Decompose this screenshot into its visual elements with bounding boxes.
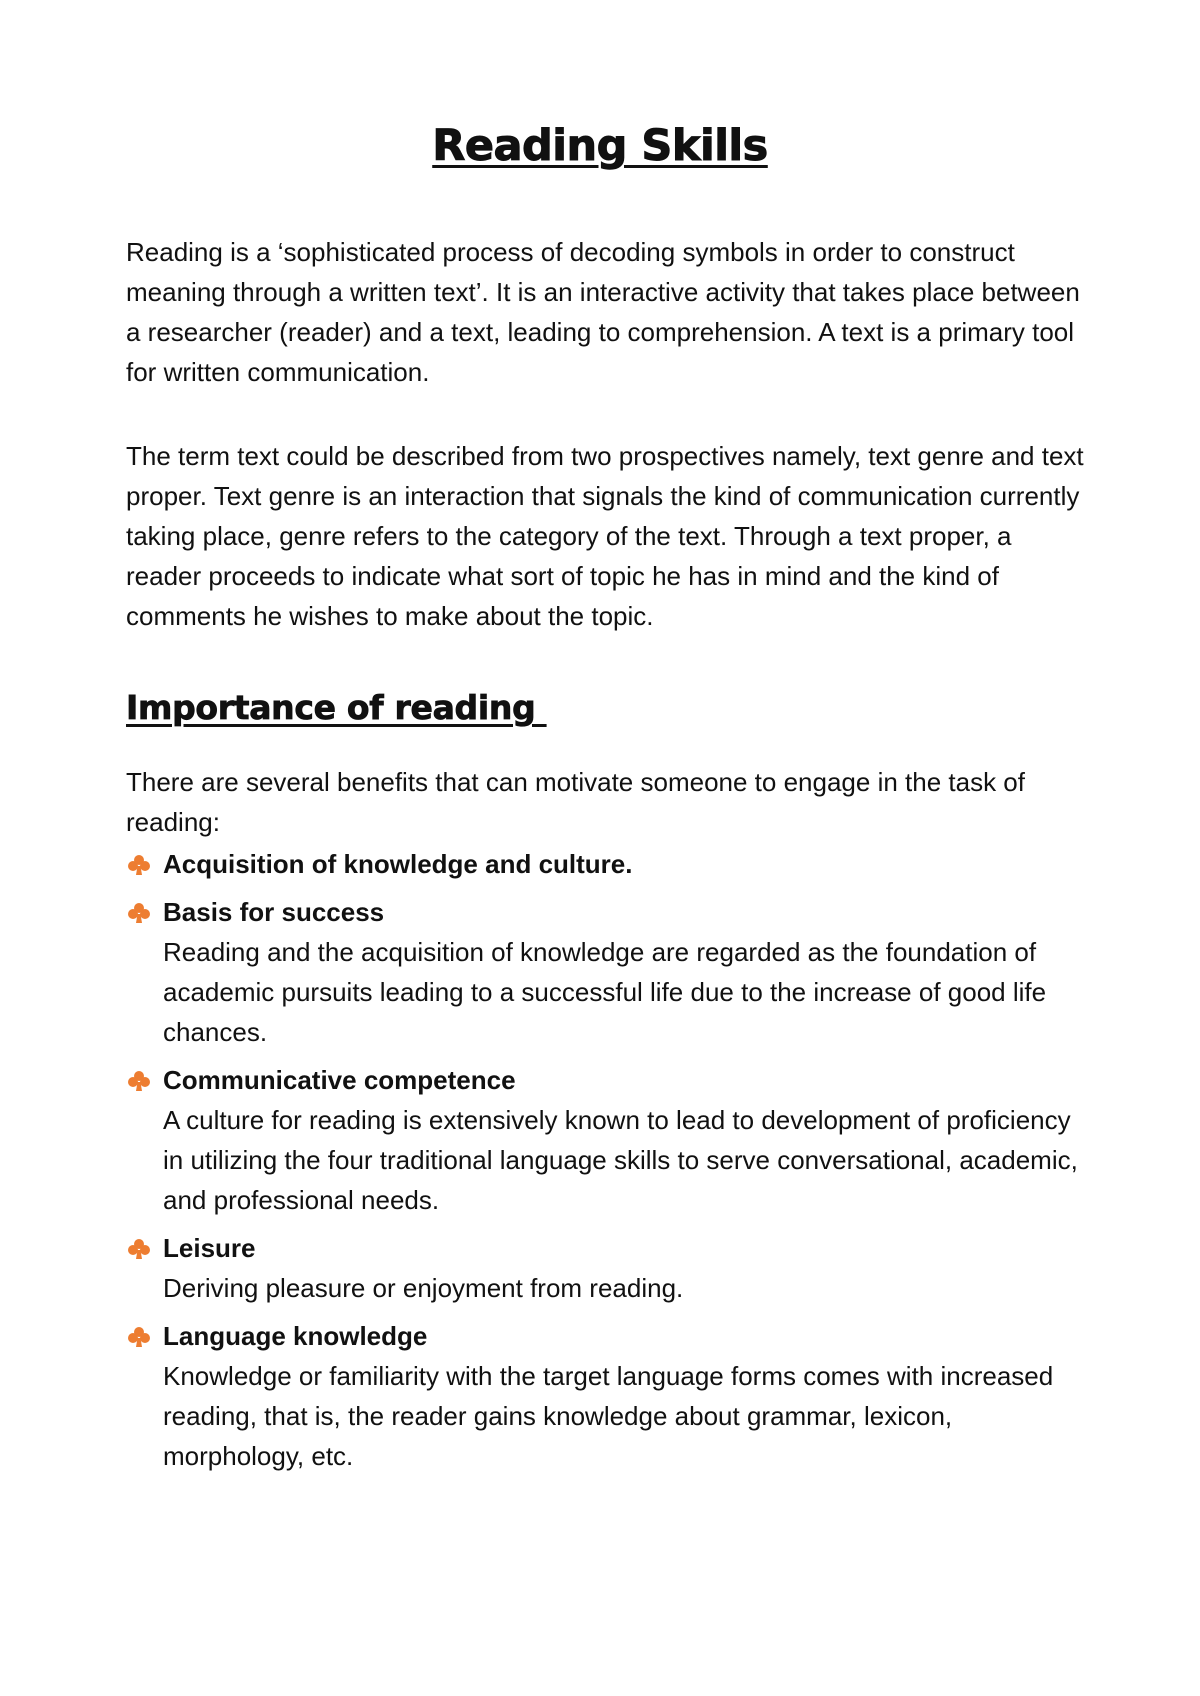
club-icon (127, 1326, 151, 1348)
text-definition-paragraph: The term text could be described from two prospectives namely, text genre and text proper. Text genre is an interaction that signals the kind of communication currently taking place, genre refers to the category of the text. Through a text proper, a reader proceeds to indicate what sort of topic he has in mind and the kind of comments he wishes to make about the topic. (126, 441, 1084, 631)
list-item-description: Knowledge or familiarity with the target language forms comes with increased reading, that is, the reader gains knowledge about grammar, lexicon, morphology, etc. (163, 1361, 1054, 1471)
list-item (126, 892, 1086, 1052)
list-item (126, 1316, 1086, 1476)
section-intro: There are several benefits that can motivate someone to engage in the task of reading: (126, 767, 1025, 837)
club-icon (127, 1238, 151, 1260)
list-item-title: Acquisition of knowledge and culture. (163, 849, 633, 879)
list-item-title: Language knowledge (163, 1321, 428, 1351)
list-item (126, 844, 1086, 884)
list-item (126, 1060, 1086, 1220)
benefits-list (126, 844, 1086, 1484)
list-item-description: Reading and the acquisition of knowledge are regarded as the foundation of academic pursuits leading to a successful life due to the increase of good life chances. (163, 937, 1047, 1047)
club-icon (127, 1070, 151, 1092)
intro-paragraph: Reading is a ‘sophisticated process of decoding symbols in order to construct meaning through a written text’. It is an interactive activity that takes place between a researcher (reader) and a text, leading to comprehension. A text is a primary tool for written communication. (126, 237, 1080, 387)
list-item-description: A culture for reading is extensively known to lead to development of proficiency in utilizing the four traditional language skills to serve conversational, academic, and professional needs. (163, 1105, 1078, 1215)
list-item-description: Deriving pleasure or enjoyment from reading. (163, 1273, 684, 1303)
list-item-title: Communicative competence (163, 1065, 516, 1095)
club-icon (127, 902, 151, 924)
list-item-title: Leisure (163, 1233, 256, 1263)
list-item (126, 1228, 1086, 1308)
list-item-title: Basis for success (163, 897, 385, 927)
page-title: Reading Skills (432, 121, 768, 171)
club-icon (127, 854, 151, 876)
section-heading: Importance of reading (126, 688, 547, 727)
